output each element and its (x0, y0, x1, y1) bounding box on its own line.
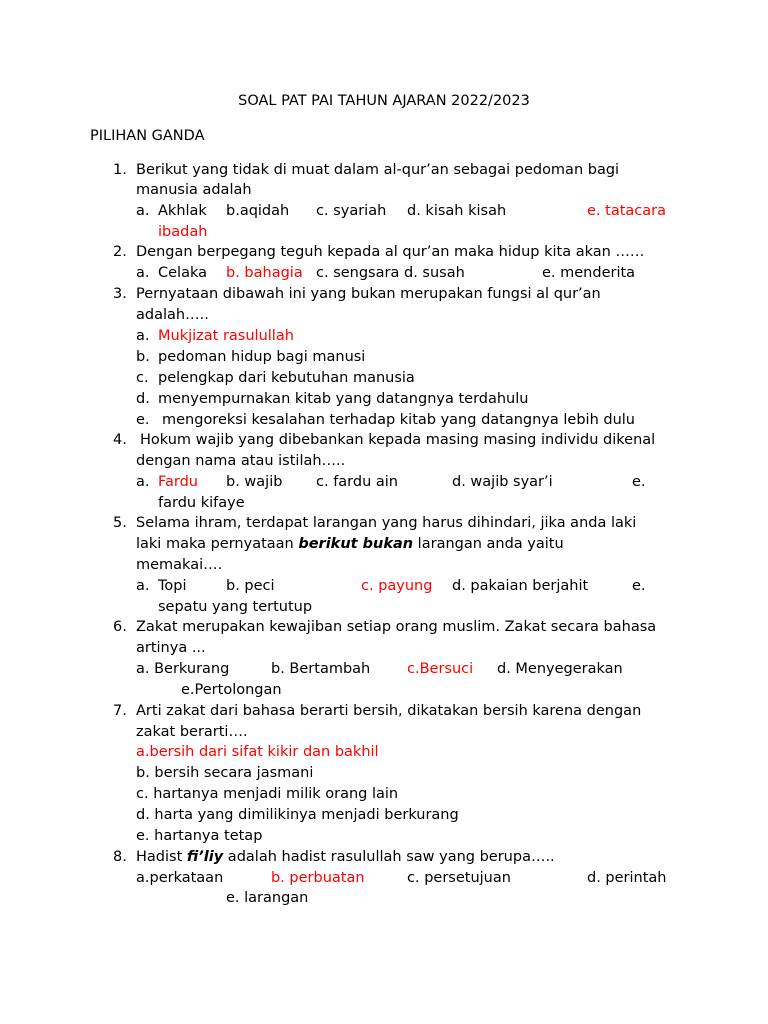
q3-option-a-marker: a. (136, 328, 150, 344)
question-7-number: 7. (113, 703, 127, 719)
q3-option-e-marker: e. (136, 412, 150, 428)
q3-option-c-marker: c. (136, 370, 149, 386)
question-5-text-line3: memakai…. (136, 557, 223, 573)
q5-option-d: d. pakaian berjahit (452, 578, 589, 594)
q5-option-b: b. peci (226, 578, 275, 594)
question-4-text-cont: dengan nama atau istilah….. (136, 453, 346, 469)
question-5-number: 5. (113, 515, 127, 531)
q4-option-b: b. wajib (226, 474, 283, 490)
q1-option-b: b.aqidah (226, 203, 290, 219)
q6-option-d: d. Menyegerakan (497, 661, 623, 677)
q5-option-e-cont: sepatu yang tertutup (158, 599, 313, 615)
question-6-text: Zakat merupakan kewajiban setiap orang muslim. Zakat secara bahasa (136, 619, 657, 635)
section-heading: PILIHAN GANDA (90, 128, 205, 144)
q5-option-a-marker: a. (136, 578, 150, 594)
question-2-number: 2. (113, 244, 127, 260)
q3-option-c: pelengkap dari kebutuhan manusia (158, 370, 415, 386)
question-3-number: 3. (113, 286, 127, 302)
question-8-text (136, 847, 555, 867)
q2-option-a: Celaka (158, 265, 207, 281)
q1-option-e-answer: e. tatacara (587, 203, 666, 219)
q1-option-d: d. kisah kisah (407, 203, 507, 219)
q4-option-d: d. wajib syar’i (452, 474, 553, 490)
question-8-text-pre: Hadist (136, 849, 187, 865)
q2-option-e: e. menderita (542, 265, 636, 281)
question-7-text-cont: zakat berarti…. (136, 724, 248, 740)
q3-option-d-marker: d. (136, 391, 150, 407)
q3-option-b: pedoman hidup bagi manusi (158, 349, 366, 365)
q8-option-c: c. persetujuan (407, 870, 511, 886)
q5-option-c-answer: c. payung (361, 578, 433, 594)
q7-option-e: e. hartanya tetap (136, 828, 263, 844)
q1-option-a: Akhlak (158, 203, 207, 219)
q4-option-a-answer: Fardu (158, 474, 198, 490)
q2-option-d: d. susah (404, 265, 465, 281)
question-8-emphasis: fi’liy (186, 849, 224, 865)
question-5-text-line2-post: larangan anda yaitu (413, 536, 564, 552)
q7-option-c: c. hartanya menjadi milik orang lain (136, 786, 399, 802)
q6-option-c-answer: c.Bersuci (407, 661, 474, 677)
question-5-text-line2-pre: laki maka pernyataan (136, 536, 299, 552)
q5-option-e: e. (632, 578, 646, 594)
q8-option-a: a.perkataan (136, 870, 224, 886)
question-5-text-line2 (136, 534, 564, 554)
q7-option-b: b. bersih secara jasmani (136, 765, 314, 781)
question-3-text-cont: adalah….. (136, 307, 209, 323)
q2-option-a-marker: a. (136, 265, 150, 281)
question-8-number: 8. (113, 849, 127, 865)
q6-option-a: a. Berkurang (136, 661, 230, 677)
q3-option-b-marker: b. (136, 349, 150, 365)
q3-option-a-answer: Mukjizat rasulullah (158, 328, 294, 344)
question-5-emphasis: berikut bukan (298, 536, 414, 552)
page-title: SOAL PAT PAI TAHUN AJARAN 2022/2023 (238, 93, 530, 109)
q1-option-c: c. syariah (316, 203, 387, 219)
question-8-text-post: adalah hadist rasulullah saw yang berupa….. (223, 849, 555, 865)
question-1-text-cont: manusia adalah (136, 182, 252, 198)
question-2-text: Dengan berpegang teguh kepada al qur’an maka hidup kita akan …… (136, 244, 645, 260)
q2-option-b-answer: b. bahagia (226, 265, 303, 281)
question-1-text: Berikut yang tidak di muat dalam al-qur’an sebagai pedoman bagi (136, 162, 620, 178)
q1-option-e-answer-cont: ibadah (158, 224, 208, 240)
q4-option-e: e. (632, 474, 646, 490)
q2-option-c: c. sengsara (316, 265, 400, 281)
question-1-number: 1. (113, 162, 127, 178)
q4-option-a-marker: a. (136, 474, 150, 490)
q7-option-d: d. harta yang dimilikinya menjadi berkurang (136, 807, 459, 823)
q4-option-e-cont: fardu kifaye (158, 495, 245, 511)
q5-option-a: Topi (158, 578, 187, 594)
q8-option-d: d. perintah (587, 870, 667, 886)
question-3-text: Pernyataan dibawah ini yang bukan merupakan fungsi al qur’an (136, 286, 601, 302)
q6-option-b: b. Bertambah (271, 661, 371, 677)
question-5-text: Selama ihram, terdapat larangan yang harus dihindari, jika anda laki (136, 515, 637, 531)
question-6-number: 6. (113, 619, 127, 635)
q3-option-d: menyempurnakan kitab yang datangnya terdahulu (158, 391, 529, 407)
question-4-text: Hokum wajib yang dibebankan kepada masing masing individu dikenal (140, 432, 656, 448)
q1-option-a-marker: a. (136, 203, 150, 219)
question-6-text-cont: artinya ... (136, 640, 206, 656)
question-7-text: Arti zakat dari bahasa berarti bersih, dikatakan bersih karena dengan (136, 703, 642, 719)
q7-option-a-answer: a.bersih dari sifat kikir dan bakhil (136, 744, 379, 760)
q6-option-e: e.Pertolongan (181, 682, 282, 698)
q4-option-c: c. fardu ain (316, 474, 398, 490)
q8-option-e: e. larangan (226, 890, 309, 906)
q8-option-b-answer: b. perbuatan (271, 870, 365, 886)
q3-option-e: mengoreksi kesalahan terhadap kitab yang datangnya lebih dulu (162, 412, 635, 428)
question-4-number: 4. (113, 432, 127, 448)
